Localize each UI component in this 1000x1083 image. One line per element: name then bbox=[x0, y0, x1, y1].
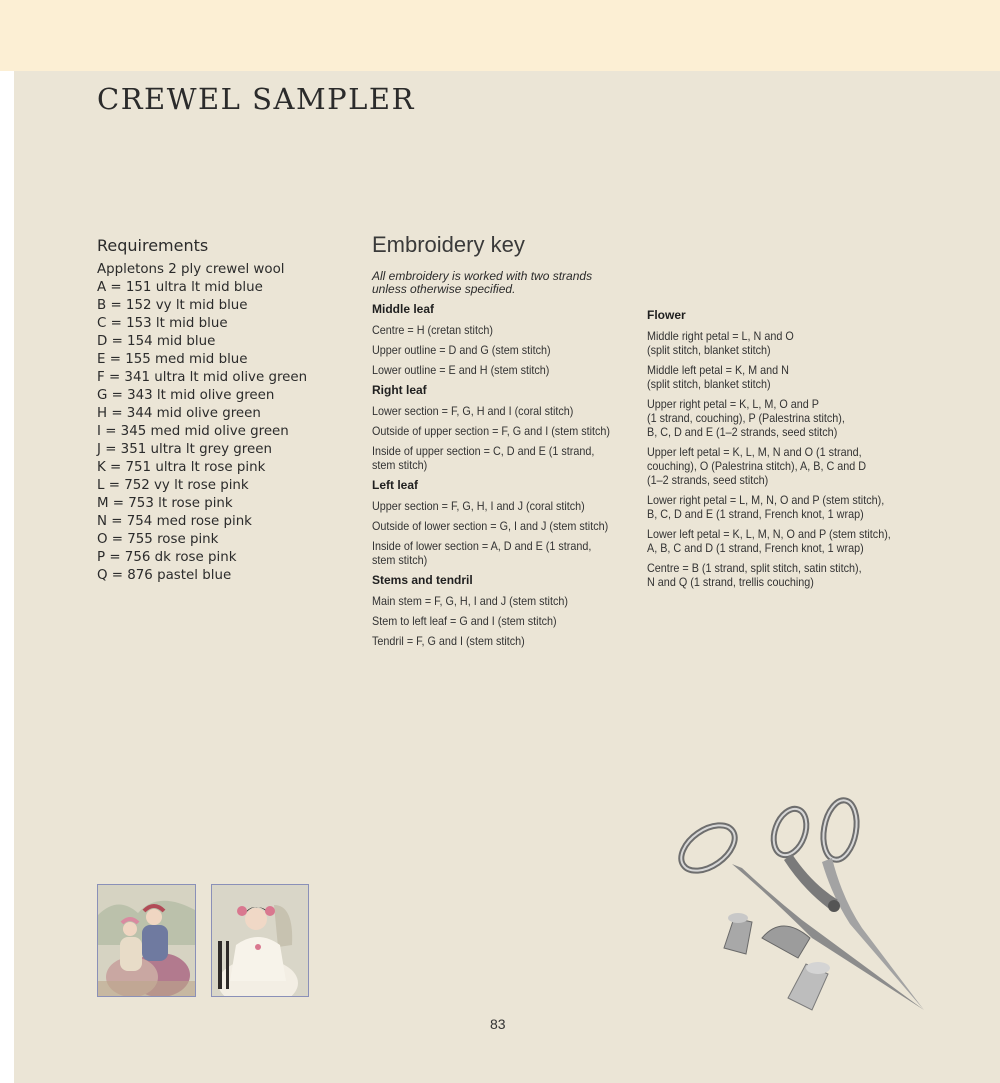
left-leaf-heading: Left leaf bbox=[372, 478, 419, 492]
scissors-and-thimbles-image bbox=[662, 788, 932, 1020]
key-entry-line: N and Q (1 strand, trellis couching) bbox=[647, 575, 814, 589]
two-women-image bbox=[98, 885, 195, 996]
requirements-line: H = 344 mid olive green bbox=[97, 406, 261, 421]
requirements-heading: Requirements bbox=[97, 236, 209, 255]
key-entry bbox=[647, 363, 908, 391]
key-entry: Centre = H (cretan stitch) bbox=[372, 323, 493, 337]
key-entry: Main stem = F, G, H, I and J (stem stitch) bbox=[372, 594, 568, 608]
requirements-line: I = 345 med mid olive green bbox=[97, 424, 289, 439]
key-entry bbox=[647, 493, 908, 521]
key-entry bbox=[372, 539, 622, 567]
key-entry bbox=[647, 397, 908, 439]
key-entry bbox=[647, 445, 908, 487]
key-entry-line: Upper left petal = K, L, M, N and O (1 strand, bbox=[647, 445, 862, 459]
key-entry-line: Inside of upper section = C, D and E (1 strand, bbox=[372, 444, 595, 458]
page-number: 83 bbox=[490, 1016, 506, 1032]
requirements-line: F = 341 ultra lt mid olive green bbox=[97, 370, 308, 385]
embroidery-key-heading: Embroidery key bbox=[372, 232, 525, 257]
requirements-line: N = 754 med rose pink bbox=[97, 514, 252, 529]
top-color-band bbox=[0, 0, 1000, 71]
flower-block bbox=[647, 304, 907, 589]
key-entry-line: stem stitch) bbox=[372, 553, 428, 567]
key-entry-line: (1–2 strands, seed stitch) bbox=[647, 473, 769, 487]
key-entry-line: B, C, D and E (1 strand, French knot, 1 wrap) bbox=[647, 507, 864, 521]
key-entry bbox=[372, 444, 622, 472]
key-entry: Tendril = F, G and I (stem stitch) bbox=[372, 634, 525, 648]
key-entry-line: (split stitch, blanket stitch) bbox=[647, 343, 771, 357]
requirements-line: M = 753 lt rose pink bbox=[97, 496, 233, 511]
requirements-line: E = 155 med mid blue bbox=[97, 352, 248, 367]
requirements-section bbox=[97, 236, 337, 585]
requirements-line: Q = 876 pastel blue bbox=[97, 568, 232, 583]
middle-leaf-block bbox=[372, 302, 622, 377]
key-entry: Outside of lower section = G, I and J (stem stitch) bbox=[372, 519, 609, 533]
key-entry: Upper section = F, G, H, I and J (coral stitch) bbox=[372, 499, 585, 513]
requirements-line: L = 752 vy lt rose pink bbox=[97, 478, 249, 493]
requirements-line: D = 154 mid blue bbox=[97, 334, 216, 349]
key-entry: Lower section = F, G, H and I (coral stitch) bbox=[372, 404, 574, 418]
key-entry: Upper outline = D and G (stem stitch) bbox=[372, 343, 551, 357]
lady-image bbox=[212, 885, 308, 996]
key-entry-line: Centre = B (1 strand, split stitch, satin stitch), bbox=[647, 561, 862, 575]
requirements-line: K = 751 ultra lt rose pink bbox=[97, 460, 266, 475]
embroidery-key-section bbox=[372, 232, 622, 648]
key-intro-line: All embroidery is worked with two strands bbox=[372, 269, 593, 283]
key-entry bbox=[647, 561, 908, 589]
key-entry bbox=[647, 329, 908, 357]
key-entry bbox=[647, 527, 908, 555]
scissors-icon bbox=[662, 788, 932, 1020]
requirements-line: B = 152 vy lt mid blue bbox=[97, 298, 248, 313]
key-entry: Lower outline = E and H (stem stitch) bbox=[372, 363, 550, 377]
key-entry-line: stem stitch) bbox=[372, 458, 428, 472]
key-entry-line: Middle left petal = K, M and N bbox=[647, 363, 789, 377]
vintage-illustration-lady-in-white bbox=[211, 884, 309, 997]
page-title: CREWEL SAMPLER bbox=[97, 82, 415, 116]
key-entry: Stem to left leaf = G and I (stem stitch) bbox=[372, 614, 557, 628]
key-entry-line: Lower left petal = K, L, M, N, O and P (stem stitch), bbox=[647, 527, 891, 541]
requirements-line: C = 153 lt mid blue bbox=[97, 316, 228, 331]
key-entry-line: Inside of lower section = A, D and E (1 strand, bbox=[372, 539, 592, 553]
key-entry-line: Middle right petal = L, N and O bbox=[647, 329, 794, 343]
key-entry-line: Lower right petal = L, M, N, O and P (stem stitch), bbox=[647, 493, 885, 507]
key-entry-line: (1 strand, couching), P (Palestrina stitch), bbox=[647, 411, 845, 425]
key-entry-line: B, C, D and E (1–2 strands, seed stitch) bbox=[647, 425, 838, 439]
key-intro-line: unless otherwise specified. bbox=[372, 282, 516, 296]
key-entry-line: Upper right petal = K, L, M, O and P bbox=[647, 397, 819, 411]
requirements-line: G = 343 lt mid olive green bbox=[97, 388, 275, 403]
stems-heading: Stems and tendril bbox=[372, 573, 473, 587]
key-entry: Outside of upper section = F, G and I (stem stitch) bbox=[372, 424, 611, 438]
flower-heading: Flower bbox=[647, 308, 686, 322]
right-leaf-block bbox=[372, 383, 622, 472]
requirements-line: J = 351 ultra lt grey green bbox=[97, 442, 272, 457]
left-leaf-block bbox=[372, 478, 622, 567]
middle-leaf-heading: Middle leaf bbox=[372, 302, 435, 316]
key-intro bbox=[372, 270, 622, 296]
vintage-illustration-two-women bbox=[97, 884, 196, 997]
requirements-line: P = 756 dk rose pink bbox=[97, 550, 237, 565]
stems-block bbox=[372, 573, 622, 648]
right-leaf-heading: Right leaf bbox=[372, 383, 427, 397]
key-entry-line: couching), O (Palestrina stitch), A, B, C and D bbox=[647, 459, 867, 473]
requirements-line: Appletons 2 ply crewel wool bbox=[97, 262, 285, 277]
key-entry-line: (split stitch, blanket stitch) bbox=[647, 377, 771, 391]
requirements-line: A = 151 ultra lt mid blue bbox=[97, 280, 263, 295]
key-entry-line: A, B, C and D (1 strand, French knot, 1 wrap) bbox=[647, 541, 864, 555]
requirements-line: O = 755 rose pink bbox=[97, 532, 219, 547]
